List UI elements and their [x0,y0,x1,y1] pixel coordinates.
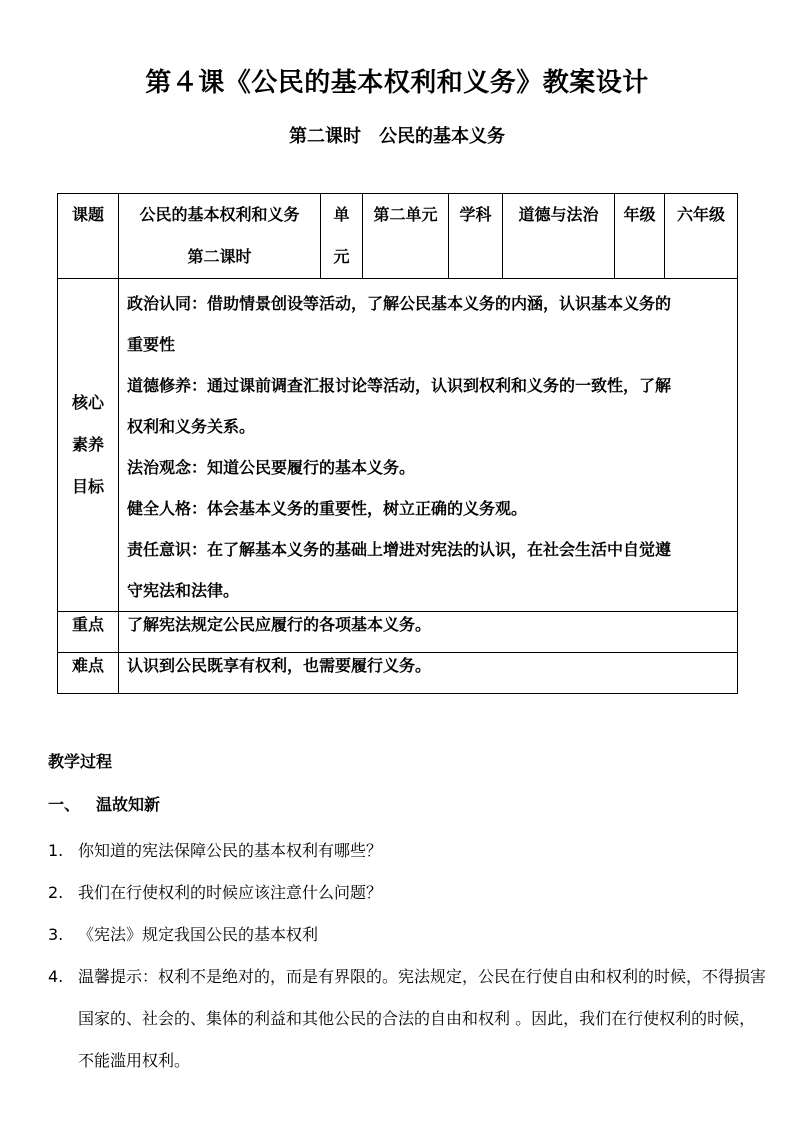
topic-value-line1: 公民的基本权利和义务 [139,205,300,224]
goals-label-line1: 核心 [71,393,104,412]
subtitle-topic: 公民的基本义务 [379,126,505,147]
goals-row [58,279,738,612]
review-question-list [48,830,768,1082]
section-heading [48,792,160,815]
list-item [48,830,768,872]
grade-label-cell [615,194,665,279]
key-point-row [58,612,738,653]
lesson-info-table [57,193,738,694]
item-number: 4. [48,967,64,986]
subtitle-period: 第二课时 [289,126,361,147]
goals-content-cell [119,279,738,612]
difficulty-value: 认识到公民既享有权利，也需要履行义务。 [119,653,738,694]
item-text: 你知道的宪法保障公民的基本权利有哪些？ [78,841,383,860]
difficulty-row [58,653,738,694]
subject-label: 学科 [459,205,492,224]
list-item [48,956,768,1082]
topic-label: 课题 [71,205,104,224]
goal-line: 责任意识：在了解基本义务的基础上增进对宪法的认识，在社会生活中自觉遵 [127,540,672,559]
unit-label-line1: 单 [333,205,350,224]
grade-value-cell [665,194,738,279]
item-number: 1. [48,841,64,860]
subject-label-cell [449,194,503,279]
item-text: 我们在行使权利的时候应该注意什么问题？ [78,883,383,902]
unit-label-cell [321,194,363,279]
topic-value-line2: 第二课时 [187,247,252,266]
goal-line: 政治认同：借助情景创设等活动，了解公民基本义务的内涵，认识基本义务的 [127,294,672,313]
goals-label-cell [58,279,119,612]
unit-label-line2: 元 [333,247,350,266]
goals-label-line3: 目标 [71,477,104,496]
topic-label-cell [58,194,119,279]
table-header-row [58,194,738,279]
goal-line: 健全人格：体会基本义务的重要性，树立正确的义务观。 [127,499,528,518]
grade-value: 六年级 [676,205,725,224]
grade-label: 年级 [623,205,656,224]
goal-line: 守宪法和法律。 [127,581,240,600]
item-text: 《宪法》规定我国公民的基本权利 [78,925,319,944]
key-point-value: 了解宪法规定公民应履行的各项基本义务。 [119,612,738,653]
list-item [48,872,768,914]
subject-value: 道德与法治 [518,205,599,224]
unit-value-cell [363,194,449,279]
key-point-label: 重点 [58,612,119,653]
item-number: 3. [48,925,64,944]
item-number: 2. [48,883,64,902]
goal-line: 法治观念：知道公民要履行的基本义务。 [127,458,416,477]
subject-value-cell [503,194,615,279]
document-title: 第４课《公民的基本权利和义务》教案设计 [145,68,649,98]
item-text: 温馨提示：权利不是绝对的，而是有界限的。宪法规定，公民在行使自由和权利的时候，不得损害国家的、社会的、集体的利益和其他公民的合法的自由和权利 。因此，我们在行使权利的时候，不能滥用权利。 [78,967,767,1070]
list-item [48,914,768,956]
goals-label-line2: 素养 [71,435,104,454]
goal-line: 重要性 [127,335,176,354]
section-number: 一、 [48,795,81,814]
goal-line: 权利和义务关系。 [127,417,256,436]
process-title: 教学过程 [48,752,113,771]
section-title: 温故知新 [96,795,161,814]
document-subtitle [0,122,794,148]
topic-value-cell [119,194,321,279]
unit-value: 第二单元 [373,205,438,224]
goal-line: 道德修养：通过课前调查汇报讨论等活动，认识到权利和义务的一致性，了解 [127,376,672,395]
difficulty-label: 难点 [58,653,119,694]
